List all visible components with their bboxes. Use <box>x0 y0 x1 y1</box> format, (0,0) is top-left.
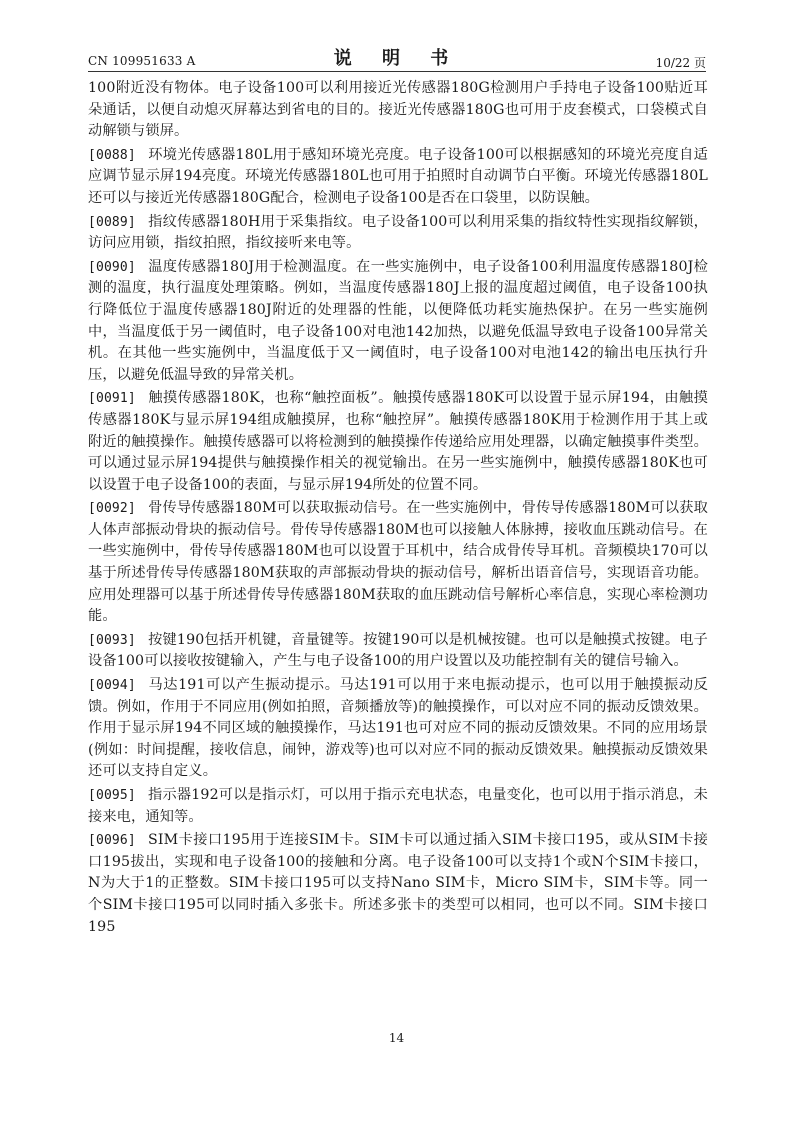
paragraph-0091: [0091] 触摸传感器180K，也称“触控面板”。触摸传感器180K可以设置于显示屏194，由触摸传感器180K与显示屏194组成触摸屏，也称“触控屏”。触摸传感器180K用于检测作用于其上或附近的触摸操作。触摸传感器可以将检测到的触摸操作传递给应用处理器，以确定触摸事件类型。可以通过显示屏194提供与触摸操作相关的视觉输出。在另一些实施例中，触摸传感器180K也可以设置于电子设备100的表面，与显示屏194所处的位置不同。 <box>88 390 708 493</box>
paragraph-number: [0095] <box>88 788 136 803</box>
patent-number: CN 109951633 A <box>88 54 196 68</box>
paragraph-0088: [0088] 环境光传感器180L用于感知环境光亮度。电子设备100可以根据感知的环境光亮度自适应调节显示屏194亮度。环境光传感器180L也可用于拍照时自动调节白平衡。环境光传感器180L还可以与接近光传感器180G配合，检测电子设备100是否在口袋里，以防误触。 <box>88 146 708 206</box>
document-body <box>88 78 708 940</box>
paragraph-number: [0089] <box>88 214 136 230</box>
paragraph-number: [0088] <box>88 147 136 163</box>
paragraph-number: [0091] <box>88 391 136 407</box>
paragraph-continued: 100附近没有物体。电子设备100可以利用接近光传感器180G检测用户手持电子设备100贴近耳朵通话，以便自动熄灭屏幕达到省电的目的。接近光传感器180G也可用于皮套模式，口袋模式自动解锁与锁屏。 <box>88 80 708 140</box>
paragraph-0090: [0090] 温度传感器180J用于检测温度。在一些实施例中，电子设备100利用温度传感器180J检测的温度，执行温度处理策略。例如，当温度传感器180J上报的温度超过阈值，电子设备100执行降低位于温度传感器180J附近的处理器的性能，以便降低功耗实施热保护。在另一些实施例中，当温度低于另一阈值时，电子设备100对电池142加热，以避免低温导致电子设备100异常关机。在其他一些实施例中，当温度低于又一阈值时，电子设备100对电池142的输出电压执行升压，以避免低温导致的异常关机。 <box>88 258 708 383</box>
paragraph-0089: [0089] 指纹传感器180H用于采集指纹。电子设备100可以利用采集的指纹特性实现指纹解锁，访问应用锁，指纹拍照，指纹接听来电等。 <box>88 213 708 252</box>
paragraph-0094: [0094] 马达191可以产生振动提示。马达191可以用于来电振动提示，也可以用于触摸振动反馈。例如，作用于不同应用(例如拍照，音频播放等)的触摸操作，可以对应不同的振动反馈效果。作用于显示屏194不同区域的触摸操作，马达191也可对应不同的振动反馈效果。不同的应用场景(例如：时间提醒，接收信息，闹钟，游戏等)也可以对应不同的振动反馈效果。触摸振动反馈效果还可以支持自定义。 <box>88 677 708 780</box>
paragraph-number: [0094] <box>88 678 136 694</box>
paragraph-number: [0096] <box>88 833 136 849</box>
page-of-total: 10/22 页 <box>655 56 706 70</box>
paragraph-0093: [0093] 按键190包括开机键，音量键等。按键190可以是机械按键。也可以是触摸式按键。电子设备100可以接收按键输入，产生与电子设备100的用户设置以及功能控制有关的键信号输入。 <box>88 631 708 670</box>
paragraph-0096: [0096] SIM卡接口195用于连接SIM卡。SIM卡可以通过插入SIM卡接口195，或从SIM卡接口195拔出，实现和电子设备100的接触和分离。电子设备100可以支持1个或N个SIM卡接口，N为大于1的正整数。SIM卡接口195可以支持Nano SIM卡，Micro SIM卡，SIM卡等。同一个SIM卡接口195可以同时插入多张卡。所述多张卡的类型可以相同，也可以不同。SIM卡接口195 <box>88 832 708 935</box>
header-rule <box>88 71 706 72</box>
page-number: 14 <box>388 1031 405 1045</box>
paragraph-0092: [0092] 骨传导传感器180M可以获取振动信号。在一些实施例中，骨传导传感器180M可以获取人体声部振动骨块的振动信号。骨传导传感器180M也可以接触人体脉搏，接收血压跳动信号。在一些实施例中，骨传导传感器180M也可以设置于耳机中，结合成骨传导耳机。音频模块170可以基于所述骨传导传感器180M获取的声部振动骨块的振动信号，解析出语音信号，实现语音功能。应用处理器可以基于所述骨传导传感器180M获取的血压跳动信号解析心率信息，实现心率检测功能。 <box>88 500 708 625</box>
page-header <box>88 44 706 70</box>
paragraph-number: [0093] <box>88 632 136 648</box>
paragraph-0095: [0095] 指示器192可以是指示灯，可以用于指示充电状态，电量变化，也可以用于指示消息，未接来电，通知等。 <box>88 787 708 825</box>
document-title: 说 明 书 <box>333 48 461 69</box>
paragraph-number: [0090] <box>88 259 136 275</box>
paragraph-number: [0092] <box>88 501 136 517</box>
